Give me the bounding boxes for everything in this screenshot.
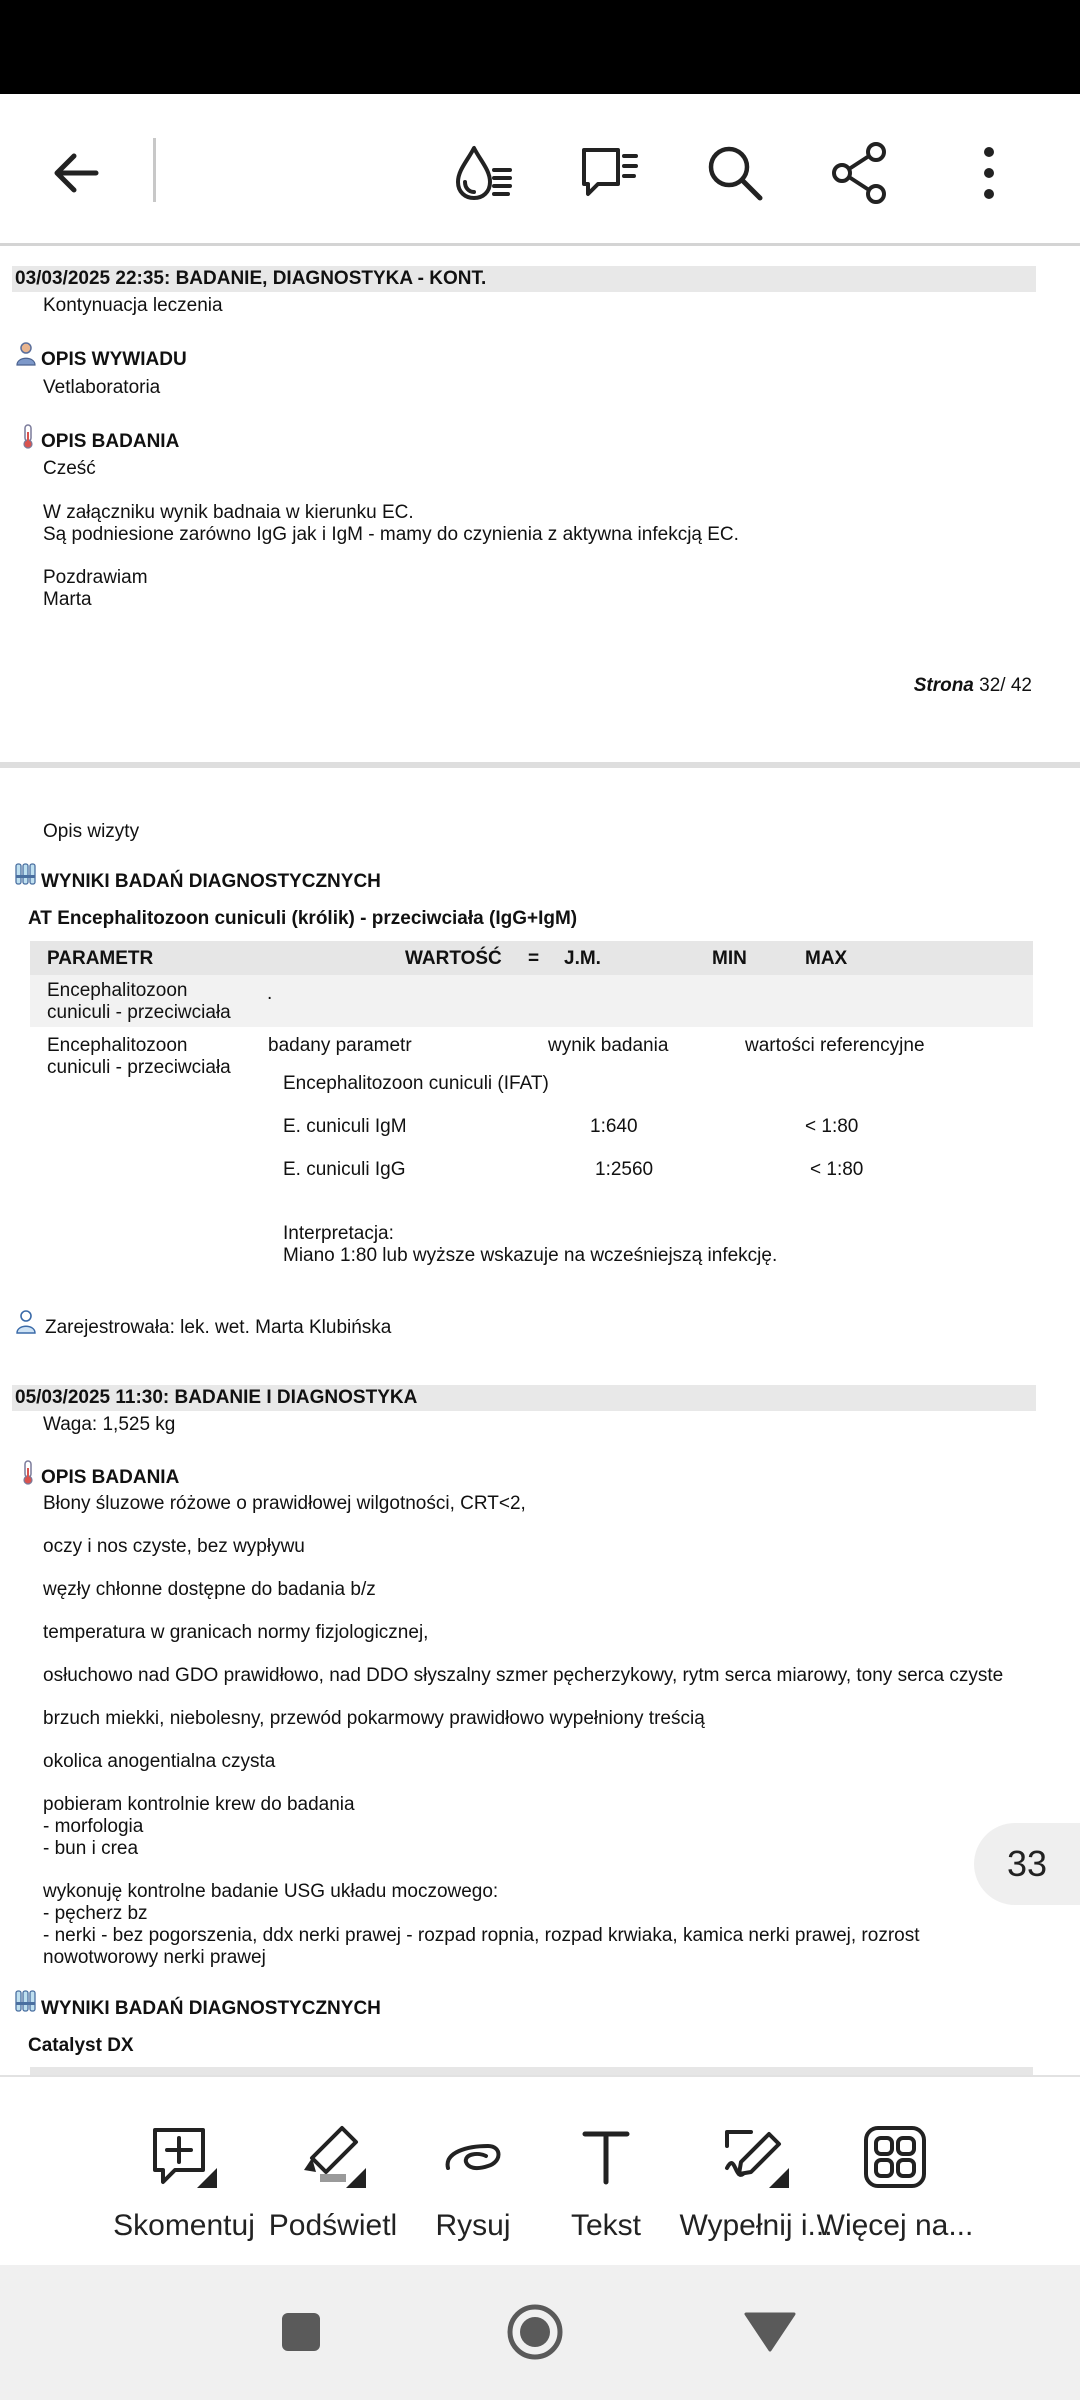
result-col-header: badany parametr (268, 1035, 412, 1056)
opis-badania-line: W załączniku wynik badnaia w kierunku EC. (43, 502, 414, 523)
vet-person-icon (14, 1309, 38, 1335)
tool-label: Skomentuj (113, 2209, 255, 2242)
exam-line: oczy i nos czyste, bez wypływu (43, 1536, 305, 1557)
weight: Waga: 1,525 kg (43, 1414, 176, 1435)
comments-list-button[interactable] (564, 128, 654, 218)
opis-wizyty: Opis wizyty (43, 821, 140, 842)
opis-badania-line: Pozdrawiam (43, 567, 148, 588)
home-button[interactable] (500, 2297, 570, 2367)
exam-line: nowotworowy nerki prawej (43, 1947, 266, 1968)
comment-add-icon (149, 2122, 219, 2192)
exam-line: pobieram kontrolnie krew do badania (43, 1794, 355, 1815)
col-max: MAX (805, 948, 848, 969)
more-vertical-icon (956, 140, 1022, 206)
draw-icon (438, 2122, 508, 2192)
test-title: Catalyst DX (28, 2035, 134, 2056)
result-col-header: wartości referencyjne (745, 1035, 925, 1056)
exam-line: okolica anogentialna czysta (43, 1751, 276, 1772)
opis-wywiadu-text: Vetlaboratoria (43, 377, 161, 398)
ink-drop-list-icon (450, 140, 516, 206)
search-button[interactable] (690, 128, 780, 218)
fill-sign-tool-button[interactable] (681, 2077, 831, 2267)
exam-line: osłuchowo nad GDO prawidłowo, nad DDO słyszalny szmer pęcherzykowy, rytm serca miarowy, tony serca czyste (43, 1665, 1004, 1686)
row-param: Encephalitozoon (47, 1035, 188, 1056)
thermometer-icon (16, 423, 40, 449)
highlighter-icon (298, 2122, 368, 2192)
test-title: AT Encephalitozoon cuniculi (królik) - przeciwciała (IgG+IgM) (28, 908, 578, 929)
col-eq: = (528, 948, 540, 969)
vet-person-icon (14, 1079, 38, 1105)
opis-badania-line: Są podniesione zarówno IgG jak i IgM - mamy do czynienia z aktywna infekcją EC. (43, 524, 739, 545)
comment-list-icon (576, 140, 642, 206)
ink-drop-button[interactable] (438, 128, 528, 218)
bottom-toolbar (0, 2075, 1080, 2265)
document-viewer[interactable] (0, 249, 1080, 2075)
tool-label: Rysuj (435, 2209, 511, 2242)
interpretation-title: Interpretacja: (283, 1223, 394, 1244)
opis-badania-line: Marta (43, 589, 92, 610)
status-bar (0, 0, 1080, 94)
highlight-tool-button[interactable] (258, 2077, 408, 2267)
row-param: cuniculi - przeciwciała (47, 1002, 231, 1023)
opis-badania-line: Cześć (43, 458, 96, 479)
home-circle-icon (505, 2302, 565, 2362)
exam-line: - nerki - bez pogorszenia, ddx nerki prawej - rozpad ropnia, rozpad krwiaka, kamica nerki prawej, rozrost (43, 1925, 920, 1946)
exam-line: - pęcherz bz (43, 1903, 148, 1924)
table-row (30, 1027, 1033, 1297)
fill-sign-icon (721, 2122, 791, 2192)
search-icon (702, 140, 768, 206)
system-nav-bar (0, 2265, 1080, 2400)
row-value: . (267, 983, 273, 1004)
page-footer-number: 32/ 42 (979, 675, 1032, 696)
thermometer-icon (16, 1459, 40, 1485)
recents-square-icon (279, 2310, 323, 2354)
share-button[interactable] (816, 128, 906, 218)
igg-value: 1:2560 (595, 1159, 654, 1180)
exam-line: węzły chłonne dostępne do badania b/z (43, 1579, 376, 1600)
exam-line: - bun i crea (43, 1838, 139, 1859)
test-tubes-icon (14, 862, 38, 888)
registered-by: Zarejestrowała: lek. wet. Marta Klubińska (45, 1317, 392, 1338)
back-nav-button[interactable] (735, 2297, 805, 2367)
exam-line: - morfologia (43, 1816, 144, 1837)
recents-button[interactable] (266, 2297, 336, 2367)
arrow-left-icon (44, 140, 110, 206)
more-tools-icon (860, 2122, 930, 2192)
col-jm: J.M. (564, 948, 601, 969)
col-parametr: PARAMETR (47, 948, 154, 969)
back-button[interactable] (32, 128, 122, 218)
share-icon (828, 140, 894, 206)
pdf-page-32 (0, 249, 1080, 762)
doctor-icon (14, 341, 38, 367)
table-header-partial (30, 2067, 1033, 2075)
col-min: MIN (712, 948, 747, 969)
igm-label: E. cuniculi IgM (283, 1116, 407, 1137)
row-param: cuniculi - przeciwciała (47, 1057, 231, 1078)
igg-ref: < 1:80 (810, 1159, 864, 1180)
wyniki-title: WYNIKI BADAŃ DIAGNOSTYCZNYCH (41, 1998, 381, 2019)
page-footer (914, 675, 1032, 697)
back-triangle-icon (744, 2310, 796, 2354)
toolbar-divider (153, 138, 156, 202)
test-tubes-icon (14, 1989, 38, 2015)
page-number-badge: 33 (974, 1823, 1080, 1905)
page-footer-label: Strona (913, 675, 974, 696)
visit-header: 03/03/2025 22:35: BADANIE, DIAGNOSTYKA - KONT. (12, 266, 1036, 292)
table-row (30, 975, 1033, 1027)
comment-tool-button[interactable] (109, 2077, 259, 2267)
more-options-button[interactable] (944, 128, 1034, 218)
visit-subtitle: Kontynuacja leczenia (43, 295, 223, 316)
more-tools-button[interactable] (816, 2077, 974, 2267)
row-param: Encephalitozoon (47, 980, 188, 1001)
tool-label: Tekst (570, 2209, 642, 2242)
result-col-header: wynik badania (548, 1035, 669, 1056)
top-toolbar (0, 94, 1080, 246)
igm-value: 1:640 (590, 1116, 638, 1137)
exam-line: wykonuję kontrolne badanie USG układu moczowego: (43, 1881, 499, 1902)
results-table-header (30, 941, 1033, 975)
exam-line: Błony śluzowe różowe o prawidłowej wilgotności, CRT<2, (43, 1493, 526, 1514)
text-tool-button[interactable] (531, 2077, 681, 2267)
text-icon (571, 2122, 641, 2192)
col-wartosc: WARTOŚĆ (405, 948, 502, 969)
tool-label: Podświetl (268, 2209, 398, 2242)
exam-line: brzuch miekki, niebolesny, przewód pokarmowy prawidłowo wypełniony treścią (43, 1708, 705, 1729)
interpretation-text: Miano 1:80 lub wyższe wskazuje na wcześniejszą infekcję. (283, 1245, 778, 1266)
tool-label: Wypełnij i... (679, 2209, 833, 2242)
visit-header: 05/03/2025 11:30: BADANIE I DIAGNOSTYKA (12, 1385, 1036, 1411)
wyniki-title: WYNIKI BADAŃ DIAGNOSTYCZNYCH (41, 871, 381, 892)
exam-line: temperatura w granicach normy fizjologicznej, (43, 1622, 429, 1643)
igg-label: E. cuniculi IgG (283, 1159, 406, 1180)
section-title-opis-badania: OPIS BADANIA (41, 1467, 180, 1488)
section-title-opis-wywiadu: OPIS WYWIADU (41, 349, 187, 370)
section-title-opis-badania: OPIS BADANIA (41, 431, 180, 452)
test-method: Encephalitozoon cuniculi (IFAT) (283, 1073, 549, 1094)
tool-label: Więcej na... (816, 2209, 974, 2242)
igm-ref: < 1:80 (805, 1116, 859, 1137)
